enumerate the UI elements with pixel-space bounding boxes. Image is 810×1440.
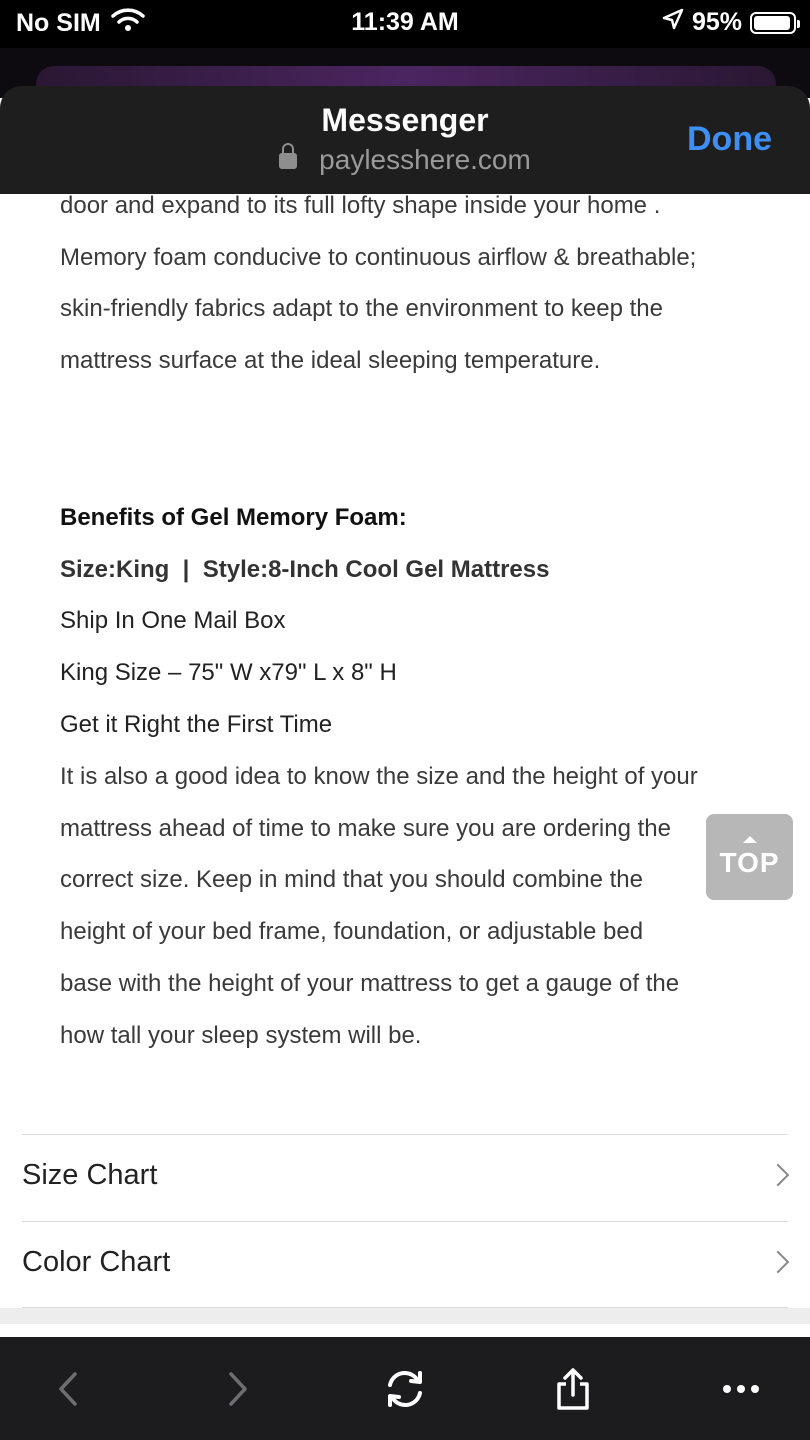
ship-line: Ship In One Mail Box bbox=[60, 607, 286, 634]
chevron-right-icon bbox=[767, 1164, 790, 1187]
forward-button[interactable] bbox=[208, 1361, 268, 1421]
tip-title: Get it Right the First Time bbox=[60, 711, 333, 738]
intro-paragraph bbox=[60, 194, 780, 387]
sheet-title: Messenger bbox=[321, 102, 489, 138]
url-text: paylesshere.com bbox=[319, 144, 531, 175]
more-icon bbox=[721, 1382, 761, 1400]
text-line: how tall your sleep system will be. bbox=[60, 1021, 422, 1049]
status-bar bbox=[0, 0, 810, 48]
chevron-right-icon bbox=[226, 1371, 250, 1412]
scroll-top-button[interactable] bbox=[706, 814, 793, 900]
share-icon bbox=[553, 1367, 593, 1416]
done-button[interactable]: Done bbox=[687, 120, 772, 158]
section-heading: Benefits of Gel Memory Foam: bbox=[60, 504, 407, 531]
carrier-label: No SIM bbox=[16, 9, 101, 37]
status-right bbox=[662, 8, 796, 37]
battery-percent: 95% bbox=[691, 8, 742, 36]
location-icon bbox=[662, 8, 684, 37]
text-line: base with the height of your mattress to get a gauge of the bbox=[60, 969, 680, 997]
back-button[interactable] bbox=[38, 1361, 98, 1421]
color-chart-row[interactable] bbox=[22, 1222, 788, 1308]
text-line: correct size. Keep in mind that you should combine the bbox=[60, 866, 643, 894]
size-chart-row[interactable] bbox=[22, 1135, 788, 1221]
text-line: mattress ahead of time to make sure you are ordering the bbox=[60, 814, 671, 842]
text-line: Memory foam conducive to continuous airflow & breathable; bbox=[60, 243, 697, 271]
section-separator bbox=[0, 1308, 810, 1324]
reload-button[interactable] bbox=[375, 1361, 435, 1421]
arrow-up-icon bbox=[743, 836, 757, 843]
text-line: skin-friendly fabrics adapt to the environment to keep the bbox=[60, 295, 663, 323]
text-line: door and expand to its full lofty shape inside your home . bbox=[60, 194, 661, 219]
size-chart-label: Size Chart bbox=[22, 1159, 158, 1191]
page-content[interactable] bbox=[0, 194, 810, 1324]
browser-toolbar bbox=[0, 1337, 810, 1440]
status-time: 11:39 AM bbox=[351, 8, 459, 36]
battery-icon bbox=[750, 12, 796, 34]
text-line: mattress surface at the ideal sleeping temperature. bbox=[60, 347, 601, 375]
reload-icon bbox=[381, 1365, 429, 1418]
chevron-right-icon bbox=[767, 1251, 790, 1274]
color-chart-label: Color Chart bbox=[22, 1246, 171, 1278]
size-style-line: Size:King | Style:8-Inch Cool Gel Mattress bbox=[60, 556, 550, 583]
share-button[interactable] bbox=[543, 1361, 603, 1421]
chevron-left-icon bbox=[56, 1371, 80, 1412]
text-line: height of your bed frame, foundation, or adjustable bed bbox=[60, 918, 644, 946]
scroll-top-label: TOP bbox=[719, 847, 780, 878]
tip-paragraph bbox=[60, 751, 780, 1061]
dimensions-line: King Size – 75" W x79" L x 8" H bbox=[60, 659, 397, 686]
lock-icon bbox=[279, 153, 297, 169]
more-button[interactable] bbox=[711, 1361, 771, 1421]
text-line: It is also a good idea to know the size and the height of your bbox=[60, 763, 698, 790]
browser-sheet-header bbox=[0, 86, 810, 194]
